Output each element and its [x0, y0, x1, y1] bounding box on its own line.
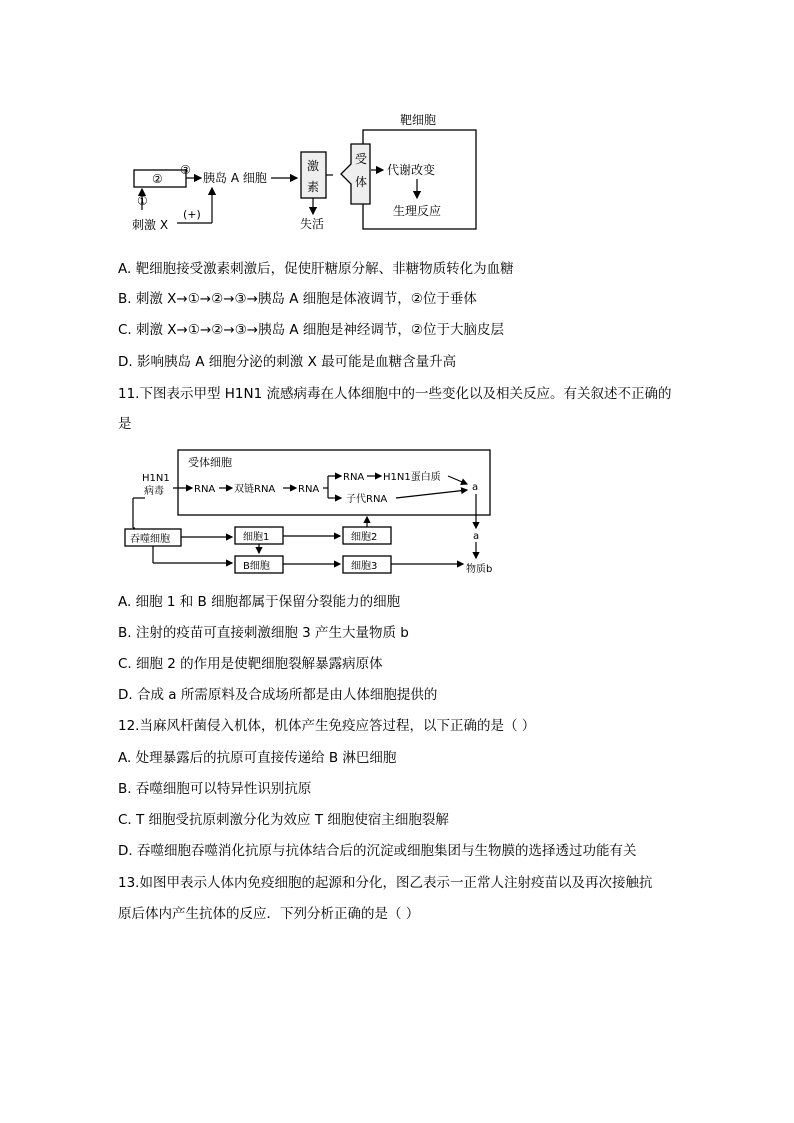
q11-option-b: B. 注射的疫苗可直接刺激细胞 3 产生大量物质 b: [118, 625, 409, 641]
label-a-mid: a: [473, 531, 480, 542]
q13-stem-line1: 13.如图甲表示人体内免疫细胞的起源和分化，图乙表示一正常人注射疫苗以及再次接触抗: [118, 875, 653, 891]
q11-option-c: C. 细胞 2 的作用是使靶细胞裂解暴露病原体: [118, 656, 383, 672]
circle2-label: ②: [152, 172, 163, 186]
substance-b-label: 物质b: [466, 564, 493, 575]
plus-sign-label: (+): [183, 208, 201, 221]
target-cell-label: 靶细胞: [400, 113, 437, 127]
virus-label-2: 病毒: [144, 486, 164, 497]
q11-option-a: A. 细胞 1 和 B 细胞都属于保留分裂能力的细胞: [118, 594, 401, 610]
label-a-top: a: [472, 482, 479, 493]
q10-option-d: D. 影响胰岛 A 细胞分泌的刺激 X 最可能是血糖含量升高: [118, 354, 457, 370]
q12-option-a: A. 处理暴露后的抗原可直接传递给 B 淋巴细胞: [118, 750, 397, 766]
q12-option-d: D. 吞噬细胞吞噬消化抗原与抗体结合后的沉淀或细胞集团与生物膜的选择透过功能有关: [118, 843, 637, 859]
cell3-label: 细胞3: [351, 561, 378, 572]
phagocyte-label: 吞噬细胞: [130, 534, 170, 545]
metabolism-change-label: 代谢改变: [387, 163, 436, 177]
progeny-rna-label: 子代RNA: [346, 494, 388, 505]
rna-label-1: RNA: [194, 484, 216, 495]
q12-option-c: C. T 细胞受抗原刺激分化为效应 T 细胞使宿主细胞裂解: [118, 812, 449, 828]
hormone-char2: 素: [307, 180, 320, 194]
rna-label-2: RNA: [298, 484, 320, 495]
physiological-response-label: 生理反应: [393, 204, 442, 218]
hormone-regulation-diagram: [125, 108, 485, 238]
q10-option-a: A. 靶细胞接受激素刺激后，促使肝糖原分解、非糖物质转化为血糖: [118, 261, 514, 277]
cell1-label: 细胞1: [243, 532, 270, 543]
b-cell-label: B细胞: [243, 561, 270, 572]
circle3-label: ③: [180, 163, 191, 177]
q11-stem-line1: 11.下图表示甲型 H1N1 流感病毒在人体细胞中的一些变化以及相关反应。有关叙述不正确的: [118, 386, 672, 402]
cell2-label: 细胞2: [351, 532, 378, 543]
q11-option-d: D. 合成 a 所需原料及合成场所都是由人体细胞提供的: [118, 687, 438, 703]
rna-label-3: RNA: [343, 472, 365, 483]
q12-option-b: B. 吞噬细胞可以特异性识别抗原: [118, 781, 312, 797]
q12-stem: 12.当麻风杆菌侵入机体，机体产生免疫应答过程，以下正确的是（ ）: [118, 718, 536, 734]
ds-rna-label: 双链RNA: [234, 484, 276, 495]
islet-a-cell-label: 胰岛 A 细胞: [203, 171, 267, 185]
hormone-char1: 激: [307, 159, 320, 173]
h1n1-protein-label: H1N1蛋白质: [383, 472, 441, 483]
stimulus-x-label: 刺激 X: [132, 218, 169, 232]
host-cell-label: 受体细胞: [188, 456, 232, 469]
q10-option-c: C. 刺激 X→①→②→③→胰岛 A 细胞是神经调节，②位于大脑皮层: [118, 322, 505, 338]
h1n1-immune-diagram: [115, 446, 515, 581]
q11-stem-line2: 是: [118, 416, 132, 432]
inactivation-label: 失活: [300, 217, 325, 231]
circle1-label: ①: [137, 194, 148, 208]
q13-stem-line2: 原后体内产生抗体的反应．下列分析正确的是（ ）: [118, 906, 420, 922]
receptor-char1: 受: [355, 152, 368, 166]
virus-label-1: H1N1: [142, 473, 170, 484]
q10-option-b: B. 刺激 X→①→②→③→胰岛 A 细胞是体液调节，②位于垂体: [118, 291, 477, 307]
receptor-char2: 体: [355, 175, 368, 189]
